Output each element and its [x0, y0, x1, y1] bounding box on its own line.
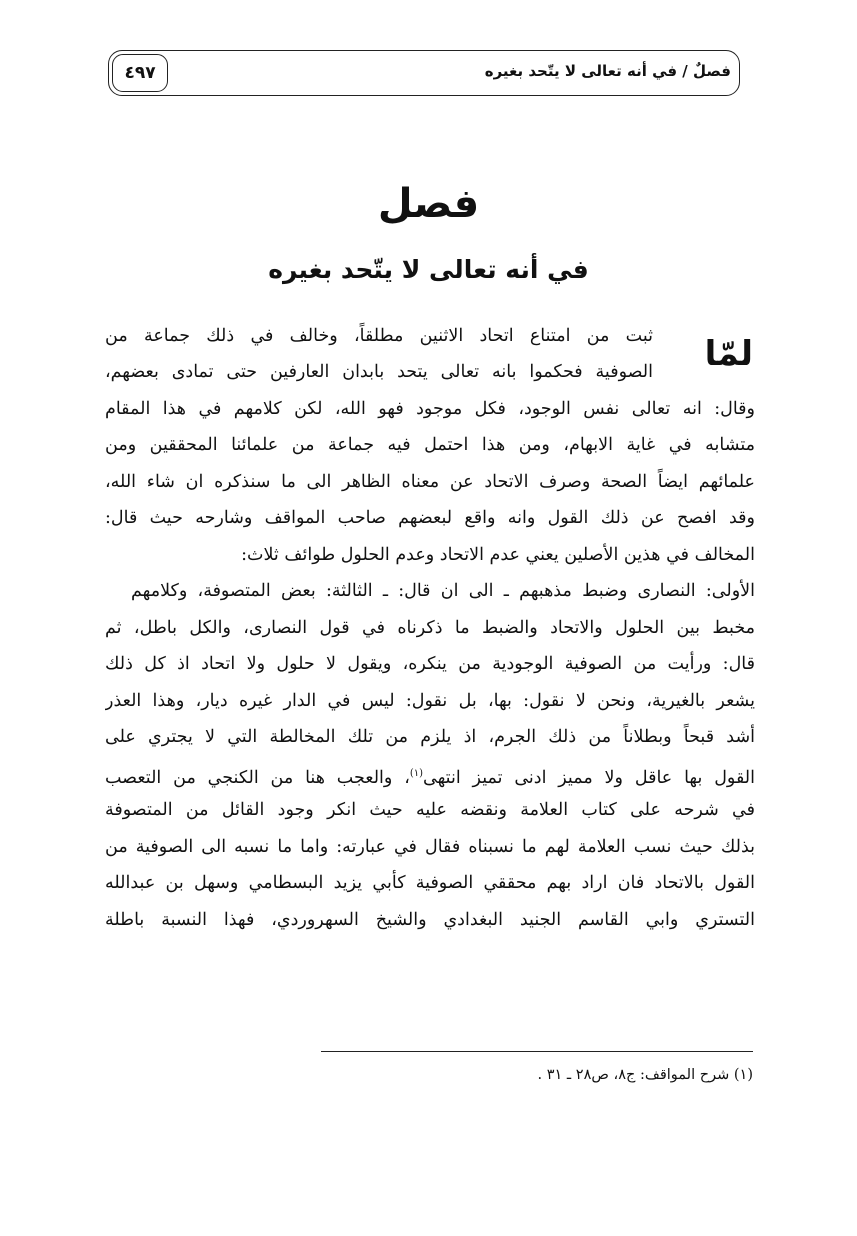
body-line: أشد قبحاً وبطلاناً من ذلك الجرم، اذ يلزم من تلك المخالطة التي لا يجتري على	[105, 727, 755, 747]
body-line: علمائهم ايضاً الصحة وصرف الاتحاد عن معناه الظاهر الى ما سنذكره ان شاء الله،	[105, 472, 755, 492]
body-line: التستري وابي القاسم الجنيد البغدادي والشيخ السهروردي، فهذا النسبة باطلة	[105, 910, 755, 930]
body-line: المخالف في هذين الأصلين يعني عدم الاتحاد وعدم الحلول طوائف ثلاث:	[241, 545, 755, 565]
body-line: بذلك حيث نسب العلامة لهم ما نسبناه فقال في عبارته: واما ما نسبه الى الصوفية من	[105, 837, 755, 857]
body-line-with-footnote	[105, 759, 755, 789]
chapter-subtitle: في أنه تعالى لا يتّحد بغيره	[268, 255, 589, 284]
body-line: يشعر بالغيرية، ونحن لا نقول: بها، بل نقول: ليس في الدار غيره ديار، وهذا العذر	[105, 691, 755, 711]
body-line: وقال: انه تعالى نفس الوجود، فكل موجود فهو الله، لكن كلامهم في هذا المقام	[105, 399, 755, 419]
footnote-marker: (١)	[733, 1067, 753, 1083]
body-line: مخبط بين الحلول والاتحاد والضبط ما ذكرناه في قول النصارى، والكل باطل، ثم	[105, 618, 755, 638]
footnote-divider	[321, 1051, 753, 1052]
page-number: ٤٩٧	[112, 54, 168, 92]
running-head-title: فصلٌ / في أنه تعالى لا يتّحد بغيره	[484, 62, 731, 80]
body-line: ثبت من امتناع اتحاد الاثنين مطلقاً، وخالف في ذلك جماعة من	[105, 326, 653, 346]
footnote	[538, 1063, 753, 1087]
body-line: متشابه في غاية الابهام، ومن هذا احتمل فيه جماعة من علمائنا المحققين ومن	[105, 435, 755, 455]
footnote-text: شرح المواقف: ج٨، ص٢٨ ـ ٣١ .	[537, 1067, 730, 1083]
body-line: قال: ورأيت من الصوفية الوجودية من ينكره، ويقول لا حلول ولا اتحاد اذ كل ذلك	[105, 654, 755, 674]
body-line: الأولى: النصارى وضبط مذهبهم ـ الى ان قال: ـ الثالثة: بعض المتصوفة، وكلامهم	[131, 581, 755, 601]
chapter-title: فصل	[377, 181, 480, 227]
body-line-part: ، والعجب هنا من الكنجي من التعصب	[105, 767, 410, 788]
body-line-part: القول بها عاقل ولا مميز ادنى تميز انتهى	[423, 767, 755, 788]
body-line: وقد افصح عن ذلك القول وانه واقع لبعضهم صاحب المواقف وشارحه حيث قال:	[105, 508, 755, 528]
opening-word: لمّا	[704, 334, 753, 374]
body-line: في شرحه على كتاب العلامة ونقضه عليه حيث انكر وجود القائل من المتصوفة	[105, 800, 755, 820]
body-line: القول بالاتحاد فان اراد بهم محققي الصوفية كأبي يزيد البسطامي وسهل بن عبدالله	[105, 873, 755, 893]
body-line: الصوفية فحكموا بانه تعالى يتحد بابدان العارفين حتى تمادى بعضهم،	[105, 362, 653, 382]
footnote-marker: (١)	[409, 768, 424, 779]
